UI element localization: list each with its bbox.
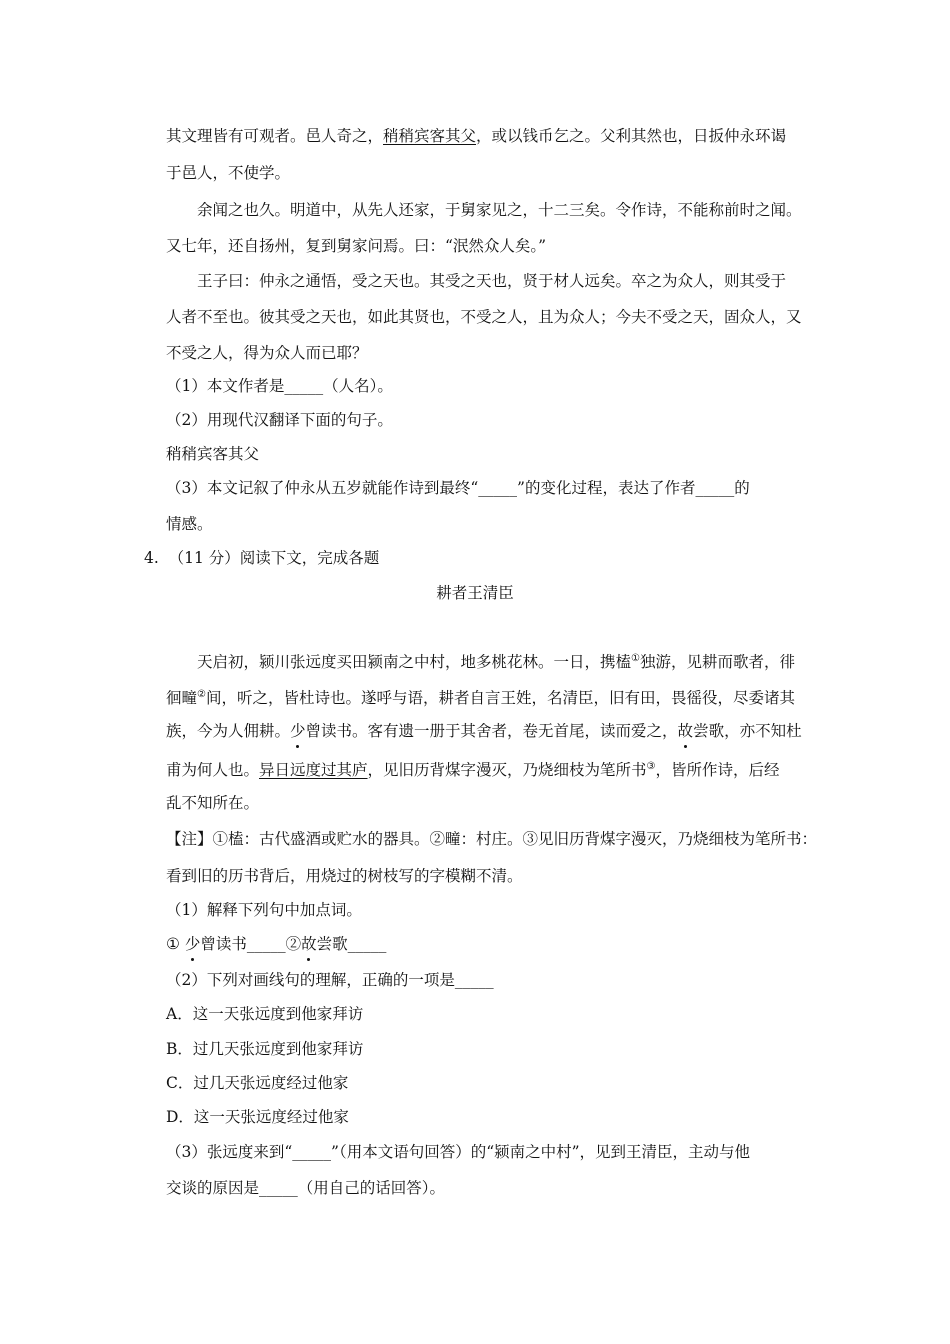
passage-line: 于邑人，不使学。: [166, 164, 291, 182]
option-d: D．这一天张远度经过他家: [166, 1108, 349, 1126]
footnote-marker: ③: [646, 761, 656, 772]
passage-line: 天启初，颍川张远度买田颍南之中村，地多桃花林。一日，携榼①独游，见耕而歌者，徘: [197, 653, 795, 672]
sub-question-1: （1）本文作者是_____（人名）。: [166, 377, 393, 395]
passage-line: 又七年，还自扬州，复到舅家问焉。曰：“泯然众人矣。”: [166, 237, 547, 255]
question-number: 4.: [144, 549, 159, 567]
question-header: 4. （11 分）阅读下文，完成各题: [144, 549, 380, 567]
sub-question-3-cont: 情感。: [166, 515, 213, 533]
sub-question-3-cont: 交谈的原因是_____（用自己的话回答）。: [166, 1179, 446, 1197]
passage-line: 甫为何人也。异日远度过其庐，见旧历背煤字漫灭，乃烧细枝为笔所书③，皆所作诗，后经: [166, 761, 780, 780]
passage-line: 徊疃②间，听之，皆杜诗也。遂呼与语，耕者自言王姓，名清臣，旧有田，畏徭役，尽委诸其: [166, 689, 795, 708]
dotted-word: 少: [184, 935, 201, 953]
option-b: B．过几天张远度到他家拜访: [166, 1040, 364, 1058]
passage-title: 耕者王清臣: [436, 584, 514, 602]
footnote-marker: ②: [197, 689, 206, 700]
footnote-marker: ①: [631, 653, 640, 664]
sub-question-1-items: ① 少曾读书_____②故尝歌_____: [166, 935, 387, 953]
footnote-line: 【注】①榼：古代盛酒或贮水的器具。②疃：村庄。③见旧历背煤字漫灭，乃烧细枝为笔所书：: [166, 830, 818, 848]
dotted-word: 故: [677, 722, 694, 740]
footnote-line: 看到旧的历书背后，用烧过的树枝写的字模糊不清。: [166, 867, 523, 885]
passage-line: 余闻之也久。明道中，从先人还家，于舅家见之，十二三矣。令作诗，不能称前时之闻。: [197, 201, 802, 219]
passage-line: 乱不知所在。: [166, 794, 260, 812]
underlined-sentence: 稍稍宾客其父: [383, 127, 477, 145]
passage-line: 不受之人，得为众人而已耶？: [166, 344, 368, 362]
passage-line: 人者不至也。彼其受之天也，如此其贤也，不受之人，且为众人；今夫不受之天，固众人，又: [166, 308, 802, 326]
sub-question-3: （3）本文记叙了仲永从五岁就能作诗到最终“_____”的变化过程，表达了作者_____的: [166, 479, 750, 497]
underlined-sentence: 异日远度过其庐: [259, 761, 368, 780]
sub-question-2: （2）用现代汉翻译下面的句子。: [166, 411, 393, 429]
translation-sentence: 稍稍宾客其父: [166, 445, 260, 463]
passage-line: 族，今为人佣耕。少曾读书。客有遗一册于其舍者，卷无首尾，读而爱之，故尝歌，亦不知杜: [166, 722, 802, 740]
option-a: A．这一天张远度到他家拜访: [166, 1005, 364, 1023]
option-c: C．过几天张远度经过他家: [166, 1074, 349, 1092]
dotted-word: 少: [290, 722, 306, 740]
sub-question-2: （2）下列对画线句的理解，正确的一项是_____: [166, 971, 494, 989]
dotted-word: 故: [301, 935, 317, 953]
passage-line: 其文理皆有可观者。邑人奇之，稍稍宾客其父，或以钱币乞之。父利其然也，日扳仲永环谒: [166, 127, 787, 145]
sub-question-3: （3）张远度来到“_____”（用本文语句回答）的“颍南之中村”，见到王清臣，主动与他: [166, 1143, 751, 1161]
passage-line: 王子曰：仲永之通悟，受之天也。其受之天也，贤于材人远矣。卒之为众人，则其受于: [197, 272, 787, 290]
sub-question-1: （1）解释下列句中加点词。: [166, 901, 362, 919]
